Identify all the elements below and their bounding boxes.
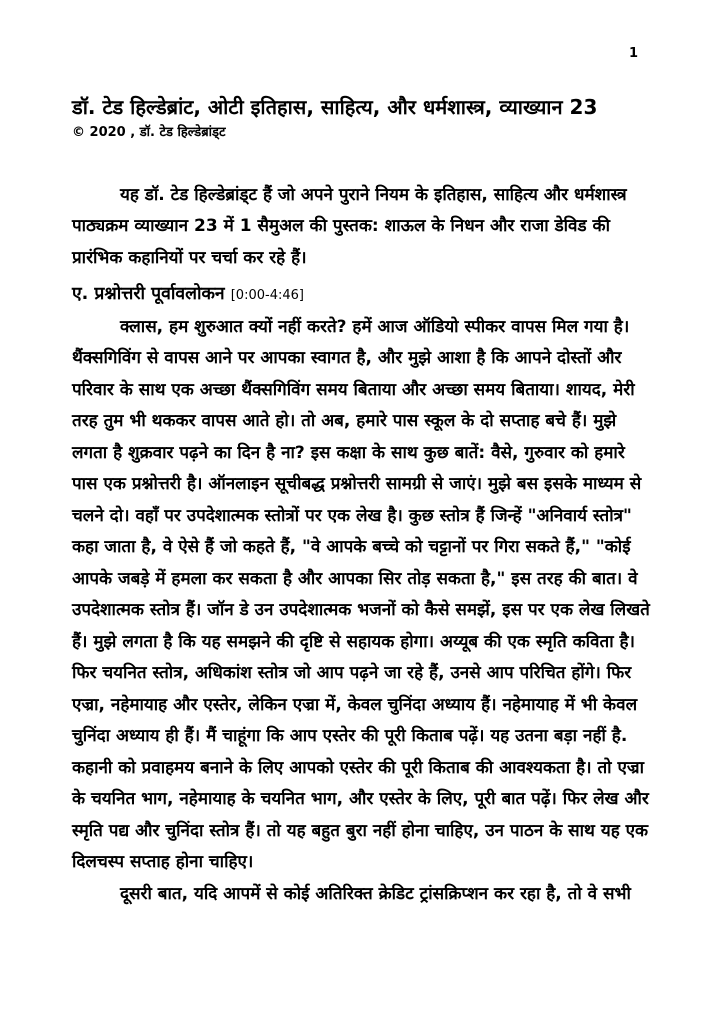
section-timestamp: [0:00-4:46] [230,288,304,304]
section-heading-label: ए. प्रश्नोत्तरी पूर्वावलोकन [72,284,225,305]
body-paragraph-1: क्लास, हम शुरुआत क्यों नहीं करते? हमें आज ऑडियो स्पीकर वापस मिल गया है। थैंक्सगिविंग से वापस आने पर आपका स्वागत है, और मुझे आशा है कि आपने दोस्तों और परिवार के साथ एक अच्छा थैंक्सगिविंग समय बिताया और अच्छा समय बिताया। शायद, मेरी तरह तुम भी थककर वापस आते हो। तो अब, हमारे पास स्कूल के दो सप्ताह बचे हैं। मुझे लगता है शुक्रवार पढ़ने का दिन है ना? इस कक्षा के साथ कुछ बातें: वैसे, गुरुवार को हमारे पास एक प्रश्नोत्तरी है। ऑनलाइन सूचीबद्ध प्रश्नोत्तरी सामग्री से जाएं। मुझे बस इसके माध्यम से चलने दो। वहाँ पर उपदेशात्मक स्तोत्रों पर एक लेख है। कुछ स्तोत्र हैं जिन्हें "अनिवार्य स्तोत्र" कहा जाता है, वे ऐसे हैं जो कहते हैं, "वे आपके बच्चे को चट्टानों पर गिरा सकते हैं," "कोई आपके जबड़े में हमला कर सकता है और आपका सिर तोड़ सकता है," इस तरह की बात। वे उपदेशात्मक स्तोत्र हैं। जॉन डे उन उपदेशात्मक भजनों को कैसे समझें, इस पर एक लेख लिखते हैं। मुझे लगता है कि यह समझने की दृष्टि से सहायक होगा। अय्यूब की एक स्मृति कविता है। फिर चयनित स्तोत्र, अधिकांश स्तोत्र जो आप पढ़ने जा रहे हैं, उनसे आप परिचित होंगे। फिर एज्रा, नहेमायाह और एस्तेर, लेकिन एज्रा में, केवल चुनिंदा अध्याय हैं। नहेमायाह में भी केवल चुनिंदा अध्याय ही हैं। मैं चाहूंगा कि आप एस्तेर की पूरी किताब पढ़ें। यह उतना बड़ा नहीं है. कहानी को प्रवाहमय बनाने के लिए आपको एस्तेर की पूरी किताब की आवश्यकता है। तो एज्रा के चयनित भाग, नहेमायाह के चयनित भाग, और एस्तेर के लिए, पूरी बात पढ़ें। फिर लेख और स्मृति पद्य और चुनिंदा स्तोत्र हैं। तो यह बहुत बुरा नहीं होना चाहिए, उन पाठन के साथ यह एक दिलचस्प सप्ताह होना चाहिए। [72,316,650,873]
page-number: 1 [628,46,638,61]
body-paragraph-2: दूसरी बात, यदि आपमें से कोई अतिरिक्त क्रेडिट ट्रांसक्रिप्शन कर रहा है, तो वे सभी [120,883,631,904]
document-title: डॉ. टेड हिल्डेब्रांट, ओटी इतिहास, साहित्य, और धर्मशास्त्र, व्याख्यान 23 [72,94,598,119]
section-heading [72,279,654,312]
copyright-line: © 2020 , डॉ. टेड हिल्डेब्रांड्ट [72,124,226,140]
intro-paragraph: यह डॉ. टेड हिल्डेब्रांड्ट हैं जो अपने पुराने नियम के इतिहास, साहित्य और धर्मशास्त्र पाठ्यक्रम व्याख्यान 23 में 1 सैमुअल की पुस्तक: शाऊल के निधन और राजा डेविड की प्रारंभिक कहानियों पर चर्चा कर रहे हैं। [72,184,627,268]
